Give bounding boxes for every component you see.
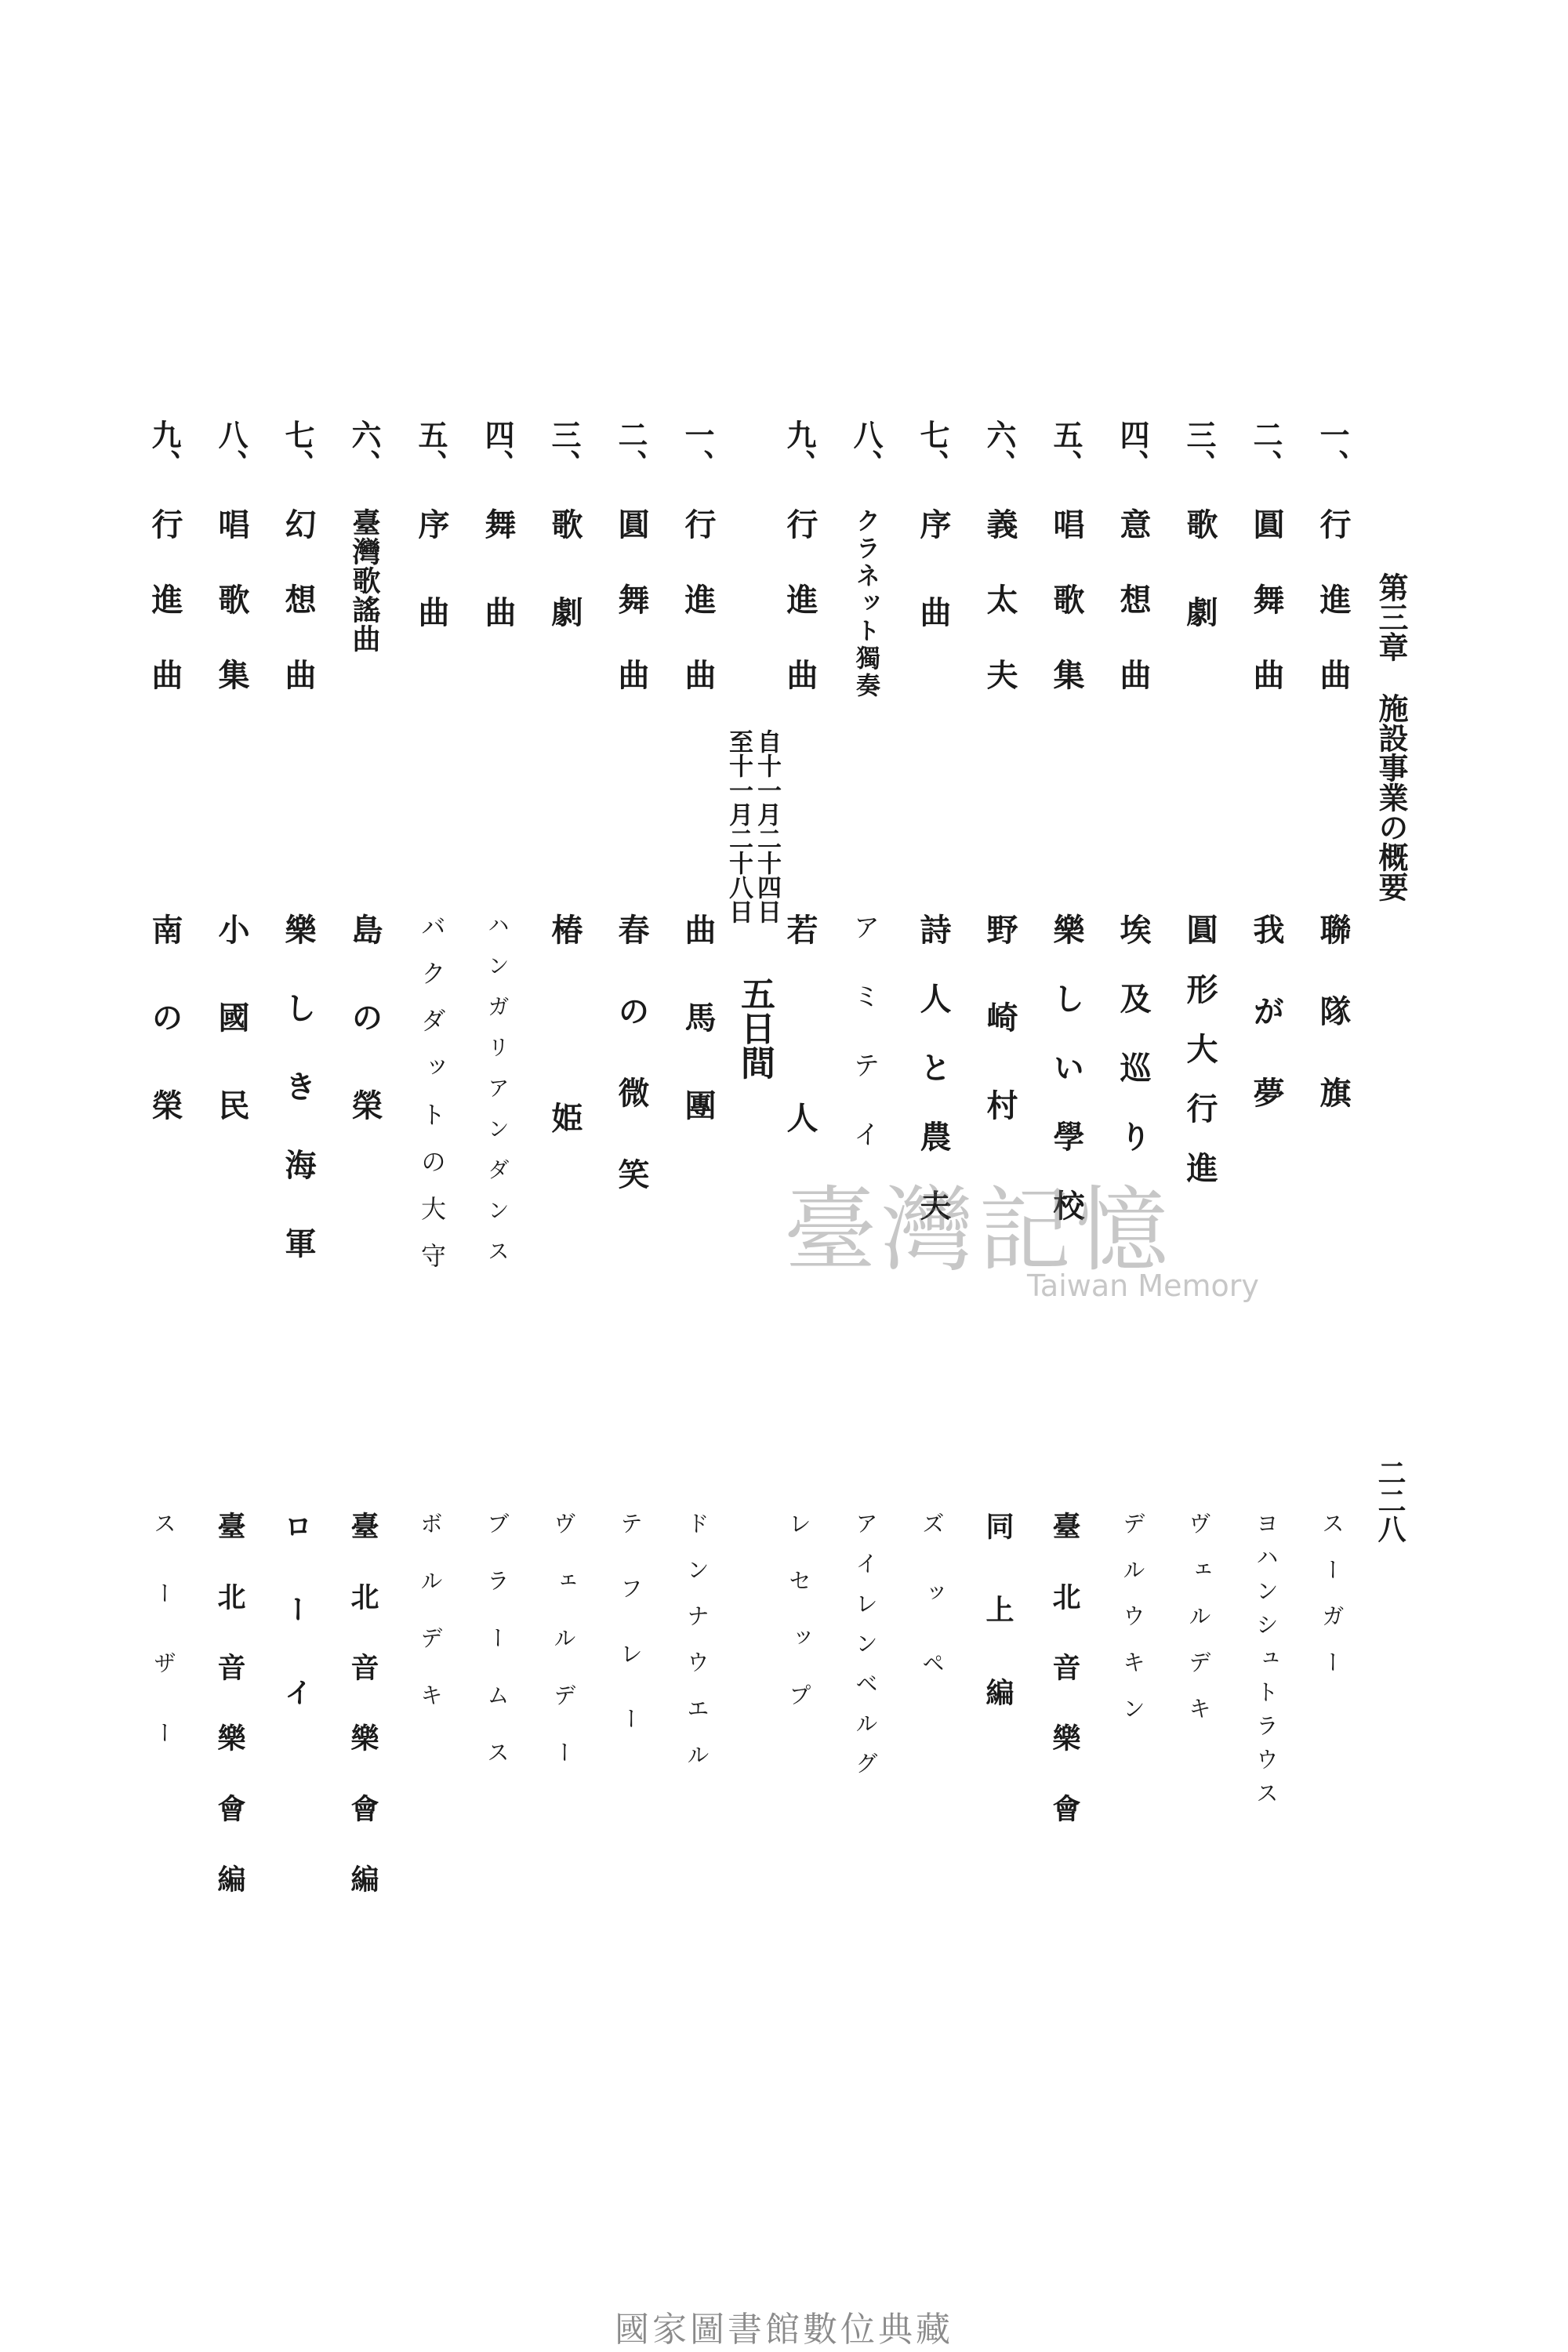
item-work: 島の榮 [347,913,383,1177]
item-composer: ヨハンシュトラウス [1253,1512,1279,1815]
item-number: 六、 [982,419,1017,479]
item-number: 七、 [915,419,950,479]
item-work: 小國民 [213,913,250,1177]
item-work: 詩人と農夫 [915,913,952,1258]
item-title: 行進曲 [680,508,717,734]
item-work: 若人 [782,913,818,1290]
chapter-heading [1374,572,1409,902]
item-composer: スーガー [1319,1512,1345,1697]
item-number: 九、 [147,419,182,479]
item-work: ハンガリアンダンス [485,913,510,1280]
period-to: 至十一月二十八日 [724,729,753,924]
watermark-english: Taiwan Memory [1027,1269,1259,1303]
item-number: 八、 [213,419,249,479]
item-title: 行進曲 [147,508,183,734]
chapter-label: 第三章 [1374,572,1409,662]
item-work: 埃及巡り [1115,913,1152,1189]
item-title: 唱歌集 [1048,508,1085,734]
item-number: 七、 [280,419,315,479]
library-footer: 國家圖書館數位典藏 [615,2310,953,2350]
item-number: 八、 [848,419,884,479]
item-number: 二、 [1248,419,1283,479]
item-composer: レセップ [786,1512,812,1740]
item-number: 三、 [1181,419,1217,479]
section-title: 施設事業の概要 [1374,693,1409,902]
item-title: 舞曲 [480,508,517,684]
item-title: 歌劇 [546,508,583,684]
item-number: 四、 [480,419,515,479]
item-work: 聯隊旗 [1315,913,1352,1158]
item-number: 九、 [782,419,817,479]
page-number: 二二八 [1374,1458,1406,1543]
item-composer: ボルデキ [417,1512,444,1740]
item-title: 圓舞曲 [613,508,650,734]
period-from: 自十一月二十四日 [753,729,781,924]
item-number: 六、 [347,419,382,479]
item-title: 序曲 [413,508,450,684]
item-title: 行進曲 [1315,508,1352,734]
item-work: バクダットの大守 [417,913,447,1290]
item-work: 野崎村 [982,913,1018,1177]
item-composer: 臺北音樂會編 [347,1512,379,1935]
item-number: 四、 [1115,419,1150,479]
item-title: 歌劇 [1181,508,1218,684]
item-composer: ドンナウエル [684,1512,710,1789]
item-title: 臺灣歌謠曲 [348,508,381,653]
item-number: 五、 [413,419,448,479]
item-work: 我が夢 [1248,913,1285,1158]
item-work: 樂しき海軍 [280,913,317,1305]
item-work: 椿姫 [546,913,583,1290]
item-composer: ローイ [280,1512,313,1761]
watermark-chinese: 臺灣記憶 [784,1176,1174,1284]
item-number: 三、 [546,419,582,479]
item-work: アミテイ [848,913,880,1189]
item-number: 五、 [1048,419,1083,479]
item-work: 春の微笑 [613,913,650,1240]
item-title: 行進曲 [782,508,818,734]
item-title: 幻想曲 [280,508,317,734]
item-composer: ヴェルデー [550,1512,577,1798]
item-work: 南の榮 [147,913,183,1177]
item-title: クラネット獨奏 [851,508,880,700]
item-title: 序曲 [915,508,952,684]
period-duration: 五日間 [735,976,775,1080]
item-title: 意想曲 [1115,508,1152,734]
item-number: 二、 [613,419,648,479]
item-title: 唱歌集 [213,508,250,734]
item-title: 義太夫 [982,508,1018,734]
item-title: 圓舞曲 [1248,508,1285,734]
item-work: 曲馬團 [680,913,717,1177]
item-composer: デルウキン [1120,1512,1146,1743]
item-number: 一、 [1315,419,1350,479]
item-work: 圓形大行進 [1181,913,1218,1211]
item-composer: 臺北音樂會 [1048,1512,1081,1864]
item-number: 一、 [680,419,715,479]
item-composer: ヴェルデキ [1185,1512,1212,1743]
item-composer: 同上編 [982,1512,1014,1761]
item-composer: 臺北音樂會編 [213,1512,246,1935]
item-composer: テフレー [617,1512,644,1772]
item-composer: ズッペ [919,1512,946,1721]
item-composer: アイレンベルグ [852,1512,879,1791]
item-composer: スーザー [151,1512,177,1791]
item-work: 樂しい學校 [1048,913,1085,1258]
item-composer: ブラームス [484,1512,510,1798]
